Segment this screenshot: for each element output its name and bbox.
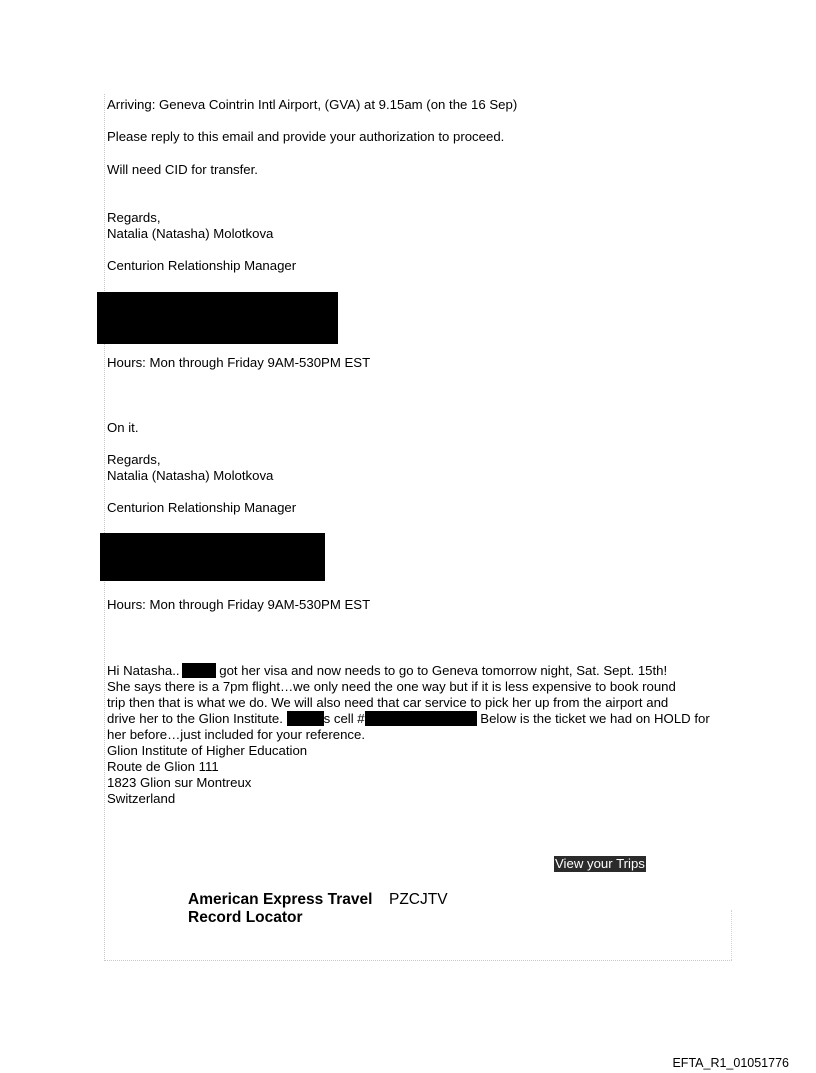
- regards-text: Regards,: [107, 210, 161, 225]
- message-line: drive her to the Glion Institute. s cell # Below is the ticket we had on HOLD for: [107, 711, 710, 726]
- greeting: Hi Natasha..: [107, 663, 180, 678]
- sender-title: Centurion Relationship Manager: [107, 258, 297, 273]
- redaction-block: [100, 533, 325, 581]
- redaction-block: [97, 292, 338, 344]
- record-locator-label: American Express Travel Record Locator: [188, 891, 373, 926]
- office-hours: Hours: Mon through Friday 9AM-530PM EST: [107, 355, 371, 370]
- document-id: EFTA_R1_01051776: [672, 1056, 789, 1070]
- address-line: Switzerland: [107, 791, 176, 806]
- arrival-info: Arriving: Geneva Cointrin Intl Airport, (GVA) at 9.15am (on the 16 Sep): [107, 97, 518, 112]
- table-border: [731, 910, 732, 960]
- reply-request: Please reply to this email and provide your authorization to proceed.: [107, 129, 505, 144]
- message-line: Hi Natasha.. got her visa and now needs to go to Geneva tomorrow night, Sat. Sept. 15th!: [107, 663, 668, 678]
- message-line: her before…just included for your reference.: [107, 727, 366, 742]
- office-hours: Hours: Mon through Friday 9AM-530PM EST: [107, 597, 371, 612]
- view-trips-link[interactable]: View your Trips: [555, 856, 645, 871]
- address-line: Route de Glion 111: [107, 759, 219, 774]
- message-line: She says there is a 7pm flight…we only need the one way but if it is less expensive to book round: [107, 679, 676, 694]
- message-line: trip then that is what we do. We will also need that car service to pick her up from the airport and: [107, 695, 669, 710]
- redaction-block: [182, 663, 216, 678]
- regards-text: Regards,: [107, 452, 161, 467]
- address-line: 1823 Glion sur Montreux: [107, 775, 252, 790]
- request-message: [107, 663, 732, 807]
- redaction-block: [365, 711, 477, 726]
- address-line: Glion Institute of Higher Education: [107, 743, 308, 758]
- sender-title: Centurion Relationship Manager: [107, 500, 297, 515]
- sender-name: Natalia (Natasha) Molotkova: [107, 468, 274, 483]
- sender-name: Natalia (Natasha) Molotkova: [107, 226, 274, 241]
- reply-body: On it.: [107, 420, 139, 435]
- record-locator-code: PZCJTV: [389, 891, 448, 908]
- email-frame: [104, 94, 732, 961]
- cid-note: Will need CID for transfer.: [107, 162, 258, 177]
- redaction-block: [287, 711, 324, 726]
